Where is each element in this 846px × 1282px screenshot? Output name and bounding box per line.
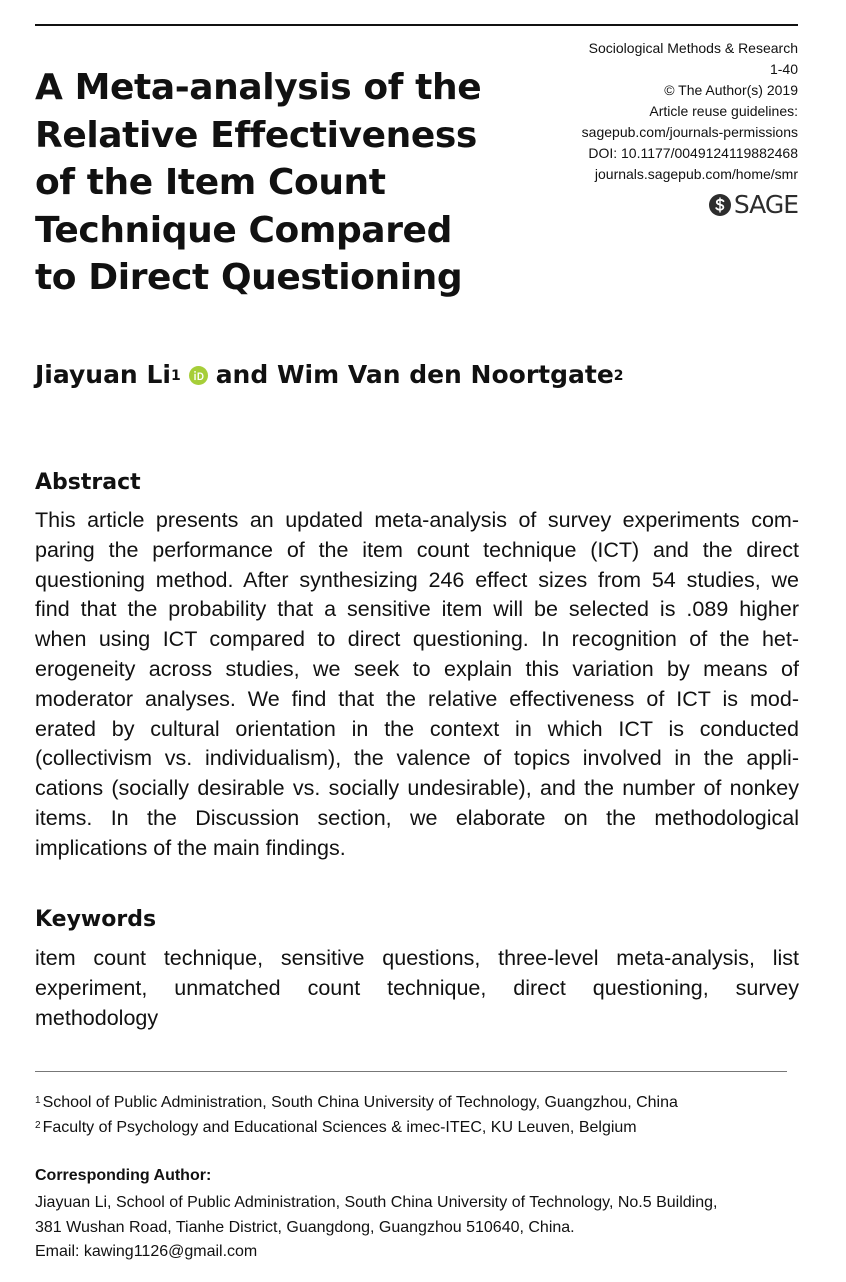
- author-name: Jiayuan Li: [35, 360, 171, 389]
- copyright: © The Author(s) 2019: [664, 82, 798, 98]
- abstract-heading: Abstract: [35, 470, 141, 495]
- sage-s-icon: [708, 193, 732, 217]
- abstract-line: moderator analyses. We find that the relative effectiveness of ICT is mod-: [35, 686, 799, 711]
- affiliation-number: 2: [35, 1120, 41, 1131]
- title-line: Relative Effectiveness: [35, 114, 477, 156]
- affiliation-item: [35, 1115, 678, 1140]
- abstract-line: implications of the main findings.: [35, 835, 346, 860]
- keywords-line: item count technique, sensitive questions, three-level meta-analysis, list: [35, 946, 799, 970]
- corresponding-line: Jiayuan Li, School of Public Administration, South China University of Technology, No.5 Building,: [35, 1194, 718, 1211]
- affiliation-number: 1: [35, 1095, 41, 1106]
- reuse-label: Article reuse guidelines:: [649, 103, 798, 119]
- affiliation-text: School of Public Administration, South China University of Technology, Guangzhou, China: [42, 1094, 678, 1111]
- abstract-line: erated by cultural orientation in the context in which ICT is conducted: [35, 716, 799, 741]
- title-line: to Direct Questioning: [35, 257, 463, 298]
- page-range: 1-40: [769, 61, 798, 77]
- author-connector: and Wim Van den Noortgate: [215, 360, 614, 389]
- corresponding-line: 381 Wushan Road, Tianhe District, Guangdong, Guangzhou 510640, China.: [35, 1218, 575, 1236]
- footnote-divider: [35, 1071, 787, 1072]
- keywords-heading: Keywords: [35, 907, 157, 932]
- corresponding-details: [35, 1191, 717, 1265]
- title-line: Technique Compared: [35, 209, 452, 251]
- affiliation-item: [35, 1090, 678, 1115]
- abstract-line: paring the performance of the item count technique (ICT) and the direct: [35, 537, 799, 562]
- doi[interactable]: DOI: 10.1177/0049124119882468: [588, 145, 798, 161]
- journal-meta: [498, 38, 798, 185]
- article-title: [35, 64, 505, 302]
- journal-name: Sociological Methods & Research: [588, 40, 798, 56]
- author-affil-marker: 2: [613, 368, 624, 384]
- keywords-line: methodology: [35, 1006, 159, 1030]
- keywords-body: [35, 943, 799, 1033]
- author-list: [35, 360, 624, 389]
- abstract-line: find that the probability that a sensitive item will be selected is .089 higher: [35, 597, 799, 622]
- title-line: of the Item Count: [35, 162, 386, 203]
- top-rule: [35, 24, 798, 26]
- abstract-line: questioning method. After synthesizing 246 effect sizes from 54 studies, we: [35, 567, 799, 592]
- sage-logo: [708, 190, 798, 219]
- orcid-icon[interactable]: [189, 366, 208, 385]
- affiliations: [35, 1090, 678, 1140]
- abstract-line: items. In the Discussion section, we elaborate on the methodological: [35, 805, 799, 830]
- abstract-line: erogeneity across studies, we seek to explain this variation by means of: [35, 656, 799, 681]
- abstract-line: cations (socially desirable vs. socially undesirable), and the number of nonkey: [35, 776, 799, 801]
- journal-home-link[interactable]: journals.sagepub.com/home/smr: [594, 166, 798, 182]
- keywords-line: experiment, unmatched count technique, direct questioning, survey: [35, 976, 799, 1000]
- abstract-body: [35, 506, 799, 864]
- corresponding-heading: Corresponding Author:: [35, 1167, 212, 1184]
- corresponding-email[interactable]: Email: kawing1126@gmail.com: [35, 1243, 258, 1260]
- author-affil-marker: 1: [170, 368, 181, 384]
- affiliation-text: Faculty of Psychology and Educational Sciences & imec-ITEC, KU Leuven, Belgium: [42, 1119, 637, 1136]
- permissions-link[interactable]: sagepub.com/journals-permissions: [581, 124, 798, 140]
- abstract-line: when using ICT compared to direct questioning. In recognition of the het-: [35, 627, 799, 652]
- title-line: A Meta-analysis of the: [35, 67, 482, 108]
- sage-wordmark: SAGE: [733, 190, 798, 219]
- abstract-line: This article presents an updated meta-analysis of survey experiments com-: [35, 508, 799, 532]
- abstract-line: (collectivism vs. individualism), the valence of topics involved in the appli-: [35, 746, 799, 771]
